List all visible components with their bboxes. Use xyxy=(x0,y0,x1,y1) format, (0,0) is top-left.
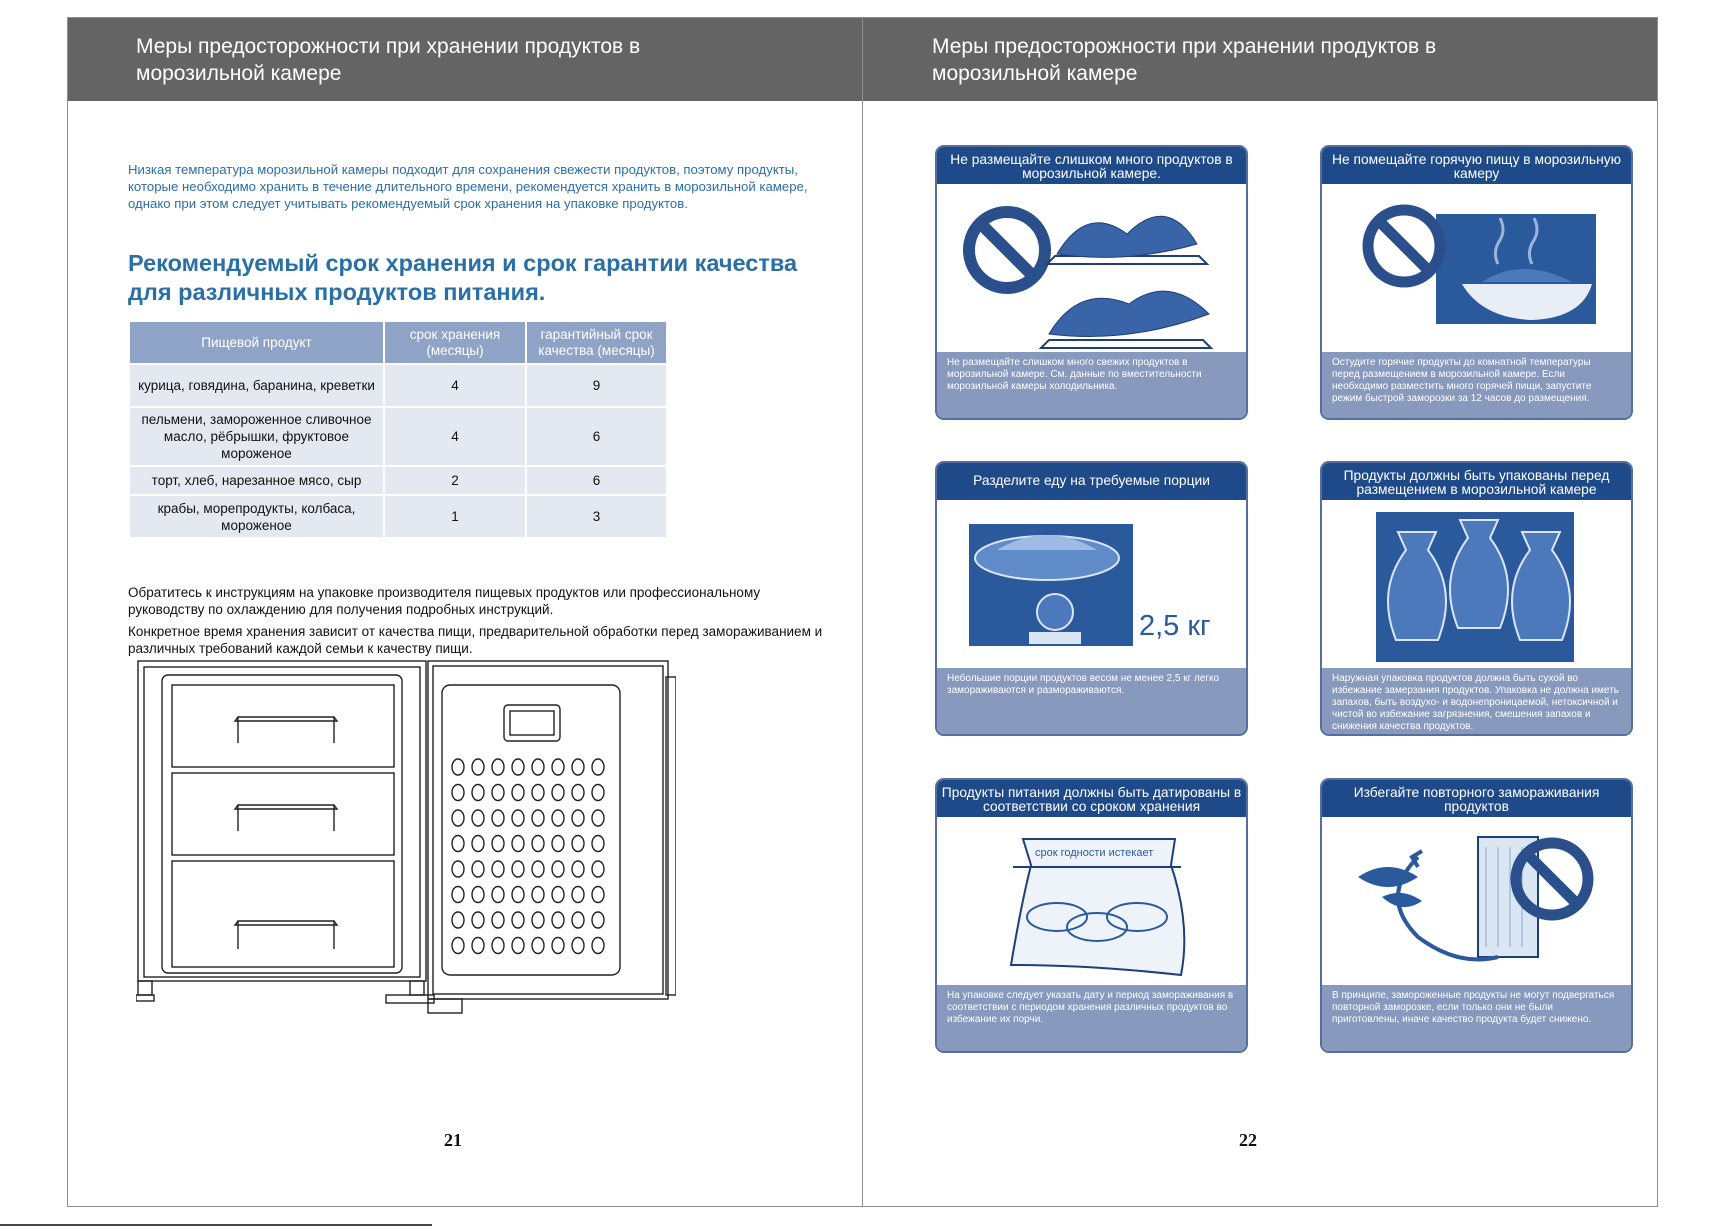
door-hole xyxy=(552,912,564,928)
door-hole xyxy=(512,887,524,903)
cell-storage: 2 xyxy=(384,466,526,495)
door-hole xyxy=(572,861,584,877)
door-hole xyxy=(512,785,524,801)
door-hole xyxy=(552,887,564,903)
door-hole xyxy=(452,912,464,928)
door-hole xyxy=(512,861,524,877)
header-title-line-2: морозильной камере xyxy=(932,62,1138,85)
door-hole xyxy=(452,836,464,852)
tip-card-packaging xyxy=(1320,461,1633,736)
card-title: Разделите еду на требуемые порции xyxy=(937,463,1246,500)
door-hole xyxy=(552,938,564,954)
cell-guarantee: 3 xyxy=(526,495,667,538)
tip-card-overload xyxy=(935,145,1248,420)
door-hole xyxy=(532,810,544,826)
scale-illustration xyxy=(937,500,1248,670)
tip-card-dating xyxy=(935,778,1248,1053)
door-hole xyxy=(452,938,464,954)
card-illustration xyxy=(937,500,1246,670)
door-hole xyxy=(472,887,484,903)
tip-card-hot-food xyxy=(1320,145,1633,420)
table-row xyxy=(129,407,667,466)
door-hole xyxy=(452,887,464,903)
card-illustration xyxy=(937,817,1246,987)
overloaded-shelves-illustration xyxy=(937,184,1248,354)
cell-guarantee: 6 xyxy=(526,407,667,466)
door-hole xyxy=(552,836,564,852)
card-title: Продукты питания должны быть датированы в соответствии со сроком хранения xyxy=(937,780,1246,817)
instructions-note: Обратитесь к инструкциям на упаковке производителя пищевых продуктов или профессиональному руководству по охлаждению для получения подробных инструкций. xyxy=(128,585,761,617)
card-title: Не размещайте слишком много продуктов в морозильной камере. xyxy=(937,147,1246,184)
door-hole xyxy=(552,810,564,826)
page-21 xyxy=(67,17,863,1207)
card-title: Продукты должны быть упакованы перед размещением в морозильной камере xyxy=(1322,463,1631,500)
door-hole xyxy=(492,887,504,903)
page-22 xyxy=(862,17,1658,1207)
door-hole xyxy=(532,938,544,954)
cell-storage: 1 xyxy=(384,495,526,538)
door-hole xyxy=(492,861,504,877)
door-hole xyxy=(472,836,484,852)
door-hole xyxy=(492,785,504,801)
door-hole xyxy=(512,759,524,775)
table-row xyxy=(129,466,667,495)
door-hole xyxy=(472,938,484,954)
door-hole xyxy=(572,887,584,903)
door-hole xyxy=(532,785,544,801)
door-hole xyxy=(512,810,524,826)
door-hole xyxy=(452,785,464,801)
packaged-food-illustration xyxy=(1322,500,1633,670)
door-hole xyxy=(592,785,604,801)
door-hole xyxy=(492,836,504,852)
table-row xyxy=(129,495,667,538)
card-description: Наружная упаковка продуктов должна быть сухой во избежание замерзания продуктов. Упаковка не должна иметь запахов, быть воздухо- и водонепроницаемой, нетоксичной и чистой во избежание загрязнения, смешения запахов и снижения качества продуктов. xyxy=(1322,668,1631,734)
door-hole xyxy=(512,912,524,928)
table-header-row xyxy=(129,321,667,364)
door-hole xyxy=(532,861,544,877)
card-description: Не размещайте слишком много свежих продуктов в морозильной камере. См. данные по вместительности морозильной камеры холодильника. xyxy=(937,352,1246,418)
storage-time-note: Конкретное время хранения зависит от качества пищи, предварительной обработки перед замораживанием и различных требований каждой семьи к качеству пищи. xyxy=(128,624,823,656)
prohibited-icon xyxy=(1368,210,1440,282)
page-header xyxy=(68,18,862,101)
freezer-open-illustration xyxy=(136,659,676,1049)
weight-label: 2,5 кг xyxy=(1139,610,1211,642)
door-hole xyxy=(592,887,604,903)
door-hole xyxy=(592,759,604,775)
section-title: Рекомендуемый срок хранения и срок гарантии качества для различных продуктов питания. xyxy=(128,250,798,305)
door-hole xyxy=(572,836,584,852)
door-ventilation-holes xyxy=(452,759,604,954)
cell-product: курица, говядина, баранина, креветки xyxy=(129,364,384,407)
page-number: 21 xyxy=(444,1130,462,1150)
expiry-label: срок годности истекает xyxy=(1035,847,1154,859)
intro-paragraph: Низкая температура морозильной камеры подходит для сохранения свежести продуктов, поэтому продукты, которые необходимо хранить в течение длительного времени, рекомендуется хранить в морозильной камере, однако при этом следует учитывать рекомендуемый срок хранения на упаковке продуктов. xyxy=(128,162,808,211)
door-hole xyxy=(452,810,464,826)
header-title-line-1: Меры предосторожности при хранении продуктов в xyxy=(932,35,1437,58)
door-hole xyxy=(512,836,524,852)
dated-bag-illustration xyxy=(937,817,1248,987)
hot-food-illustration xyxy=(1322,184,1633,354)
header-title-line-1: Меры предосторожности при хранении продуктов в xyxy=(136,35,641,58)
door-hole xyxy=(592,861,604,877)
door-hole xyxy=(552,861,564,877)
bottom-rule xyxy=(0,1224,432,1226)
door-hole xyxy=(552,759,564,775)
door-hole xyxy=(512,938,524,954)
page-number: 22 xyxy=(1239,1130,1257,1150)
door-hole xyxy=(492,759,504,775)
door-hole xyxy=(472,912,484,928)
storage-table xyxy=(128,320,668,539)
page-header xyxy=(863,18,1657,101)
tip-card-portions xyxy=(935,461,1248,736)
door-hole xyxy=(472,785,484,801)
door-hole xyxy=(532,759,544,775)
door-hole xyxy=(532,912,544,928)
column-header-storage: срок хранения (месяцы) xyxy=(384,321,526,364)
card-description: В принципе, замороженные продукты не могут подвергаться повторной заморозке, если только они не были приготовлены, иначе качество продукта будет снижено. xyxy=(1322,985,1631,1051)
door-hole xyxy=(572,912,584,928)
door-hole xyxy=(452,759,464,775)
cell-storage: 4 xyxy=(384,407,526,466)
door-hole xyxy=(572,810,584,826)
card-title: Не помещайте горячую пищу в морозильную камеру xyxy=(1322,147,1631,184)
cell-guarantee: 6 xyxy=(526,466,667,495)
header-title-line-2: морозильной камере xyxy=(136,62,342,85)
door-hole xyxy=(472,759,484,775)
door-hole xyxy=(492,938,504,954)
column-header-guarantee: гарантийный срок качества (месяцы) xyxy=(526,321,667,364)
prohibited-icon xyxy=(969,212,1045,288)
door-hole xyxy=(532,887,544,903)
refreezing-illustration xyxy=(1322,817,1633,987)
door-hole xyxy=(472,810,484,826)
door-hole xyxy=(472,861,484,877)
card-description: Остудите горячие продукты до комнатной температуры перед размещением в морозильной камере. Если необходимо разместить много горячей пищи, запустите режим быстрой заморозки за 12 часов до размещения. xyxy=(1322,352,1631,418)
door-hole xyxy=(552,785,564,801)
door-hole xyxy=(572,785,584,801)
tip-card-refreezing xyxy=(1320,778,1633,1053)
cell-product: пельмени, замороженное сливочное масло, рёбрышки, фруктовое мороженое xyxy=(129,407,384,466)
card-title: Избегайте повторного замораживания продуктов xyxy=(1322,780,1631,817)
door-hole xyxy=(492,912,504,928)
door-hole xyxy=(492,810,504,826)
door-hole xyxy=(592,810,604,826)
door-hole xyxy=(572,938,584,954)
column-header-product: Пищевой продукт xyxy=(129,321,384,364)
door-hole xyxy=(572,759,584,775)
cell-guarantee: 9 xyxy=(526,364,667,407)
cell-product: крабы, морепродукты, колбаса, мороженое xyxy=(129,495,384,538)
door-hole xyxy=(452,861,464,877)
table-row xyxy=(129,364,667,407)
door-hole xyxy=(592,912,604,928)
card-description: На упаковке следует указать дату и период замораживания в соответствии с периодом хранения различных продуктов во избежание их порчи. xyxy=(937,985,1246,1051)
door-hole xyxy=(532,836,544,852)
door-hole xyxy=(592,836,604,852)
card-description: Небольшие порции продуктов весом не менее 2,5 кг легко замораживаются и размораживаются. xyxy=(937,668,1246,734)
cell-product: торт, хлеб, нарезанное мясо, сыр xyxy=(129,466,384,495)
door-hole xyxy=(592,938,604,954)
cell-storage: 4 xyxy=(384,364,526,407)
